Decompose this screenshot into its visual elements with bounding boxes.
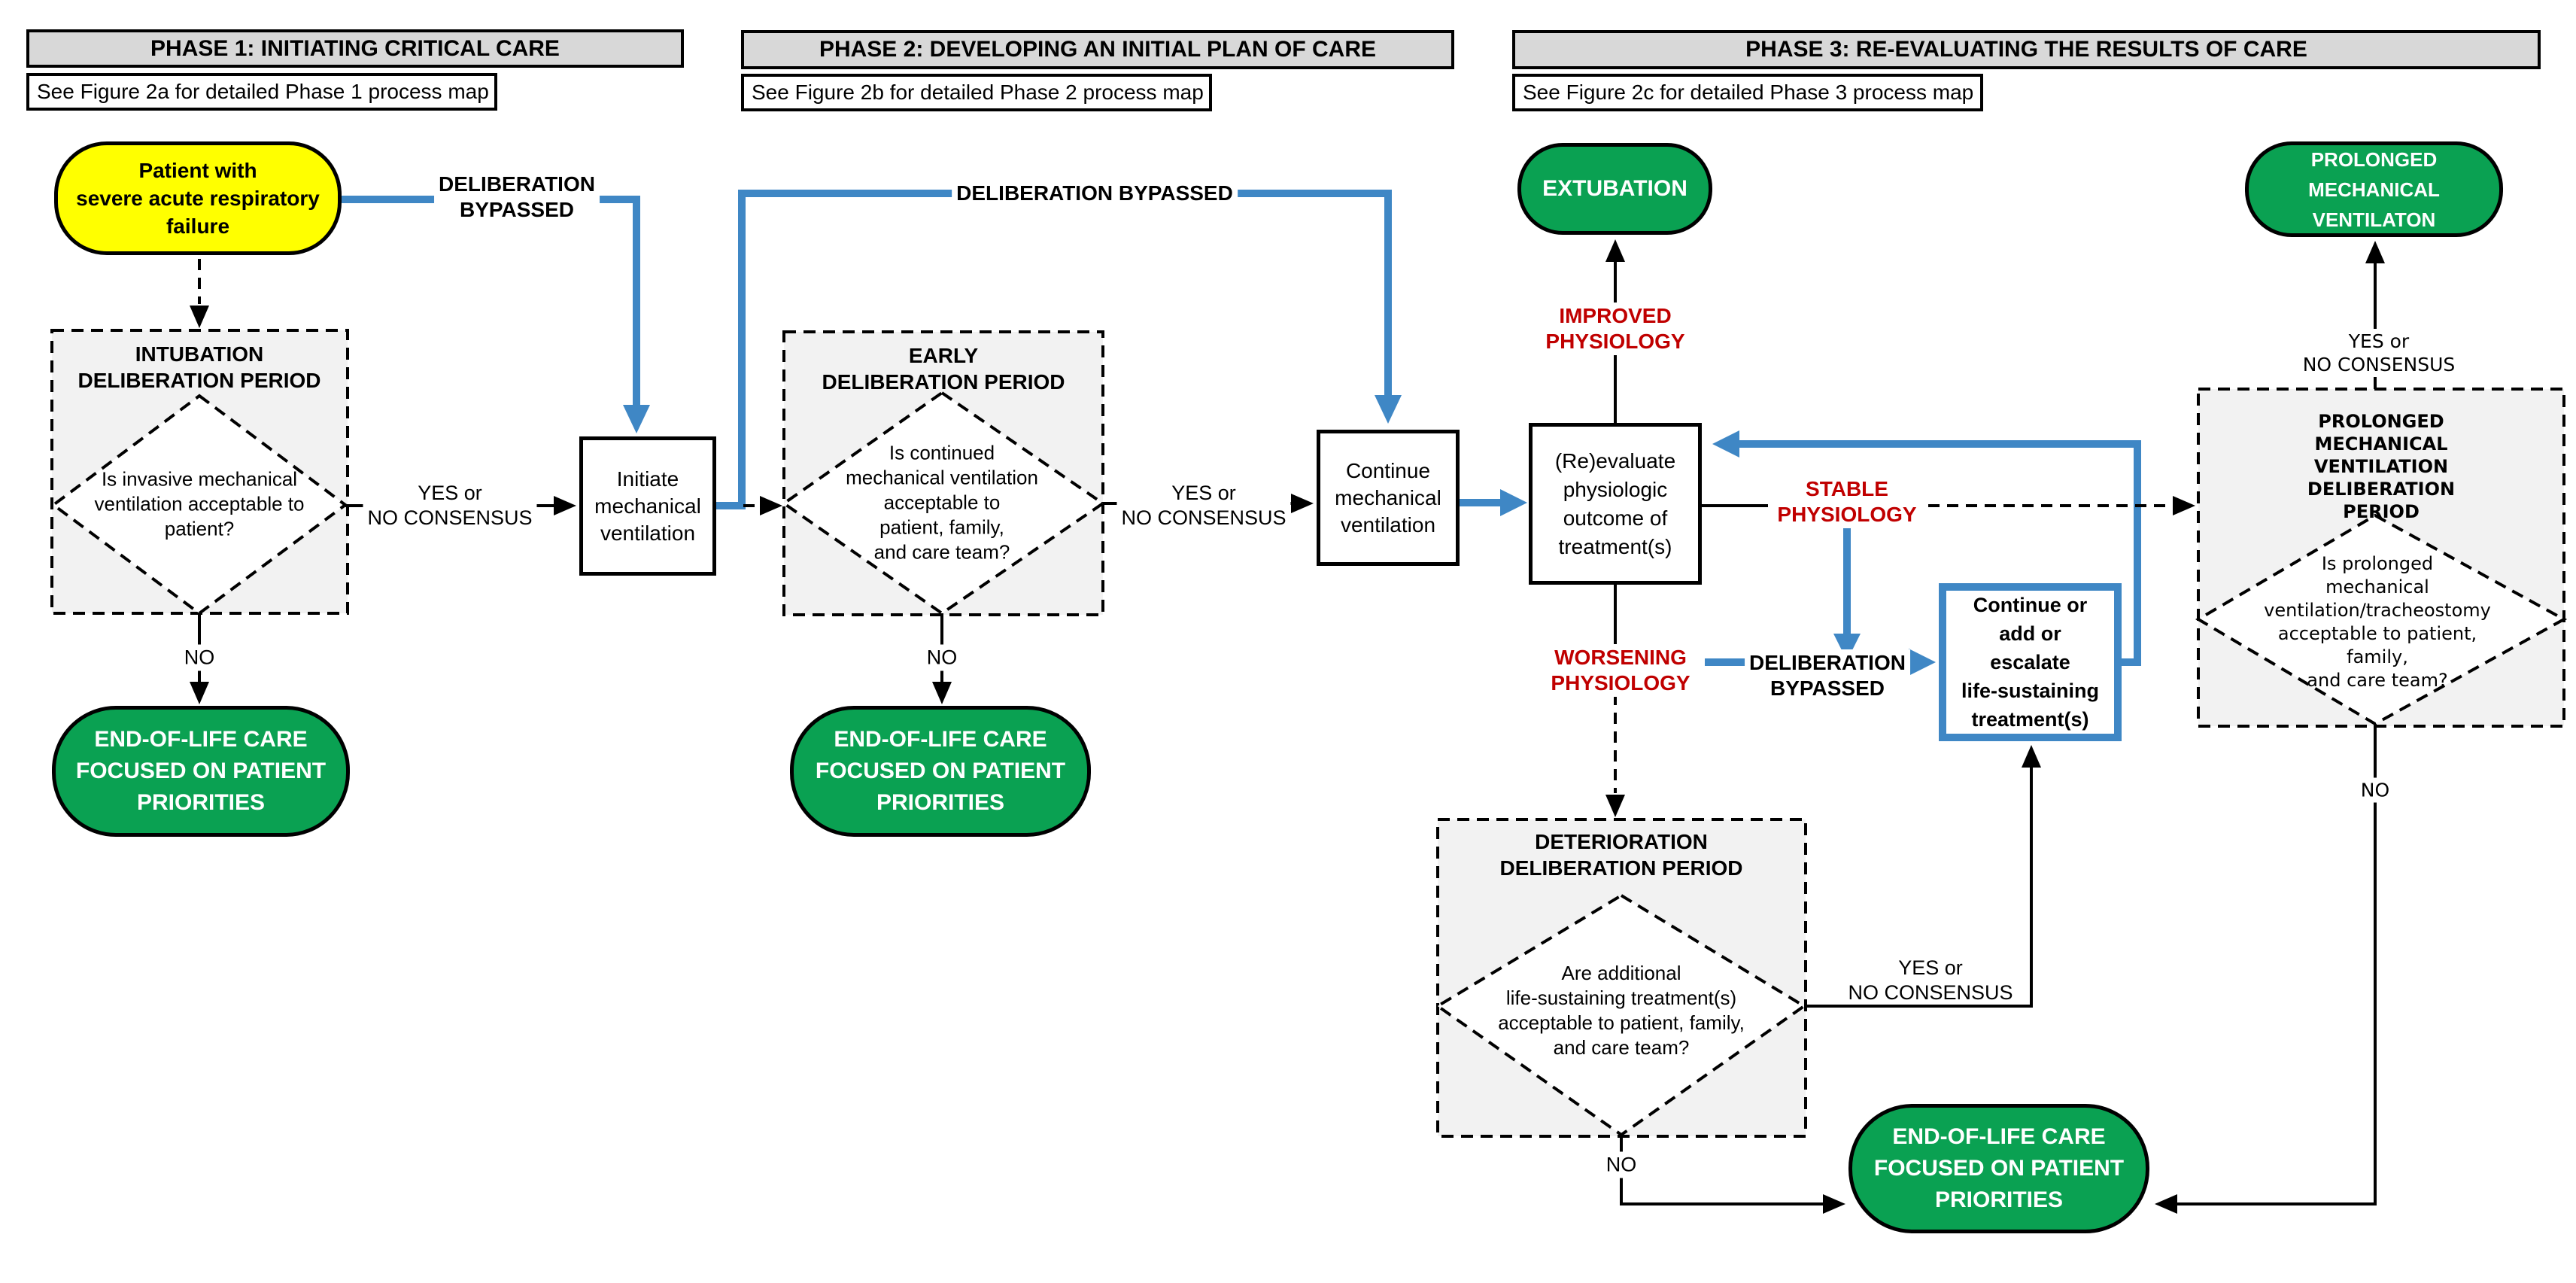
phase3-header: PHASE 3: RE-EVALUATING THE RESULTS OF CARE [1512, 30, 2541, 69]
deliberation-bypassed-label-p1: DELIBERATION BYPASSED [434, 171, 600, 223]
phase1-note: See Figure 2a for detailed Phase 1 process map [26, 73, 497, 111]
prolonged-question: Is prolonged mechanical ventilation/tracheostomy acceptable to patient, family, and care team? [2264, 553, 2491, 691]
improved-physiology-label: IMPROVED PHYSIOLOGY [1541, 303, 1689, 355]
yes-no-consensus-label-deterioration: YES or NO CONSENSUS [1848, 956, 2013, 1004]
worsening-physiology-label: WORSENING PHYSIOLOGY [1546, 644, 1694, 697]
deterioration-panel-title: DETERIORATION DELIBERATION PERIOD [1499, 830, 1743, 880]
prolonged-panel-title: PROLONGED MECHANICAL VENTILATION DELIBERATION PERIOD [2307, 411, 2456, 522]
deterioration-question: Are additional life-sustaining treatment(s) acceptable to patient, family, and care team? [1498, 962, 1745, 1059]
end-of-life-terminator-p1: END-OF-LIFE CARE FOCUSED ON PATIENT PRIORITIES [52, 706, 350, 837]
intubation-question: Is invasive mechanical ventilation acceptable to patient? [94, 467, 305, 540]
no-label-deterioration: NO [1602, 1152, 1642, 1178]
phase2-note: See Figure 2b for detailed Phase 2 process map [741, 74, 1212, 111]
yes-no-consensus-label-prolonged: YES or NO CONSENSUS [2298, 329, 2460, 377]
blue-connectors [342, 193, 2137, 676]
phase3-note: See Figure 2c for detailed Phase 3 process map [1512, 74, 1983, 111]
extubation-terminator: EXTUBATION [1517, 143, 1712, 235]
end-of-life-terminator-p2: END-OF-LIFE CARE FOCUSED ON PATIENT PRIORITIES [790, 706, 1091, 837]
patient-start-terminator: Patient with severe acute respiratory failure [54, 141, 342, 255]
phase1-header: PHASE 1: INITIATING CRITICAL CARE [26, 29, 684, 68]
deliberation-bypassed-label-p3: DELIBERATION BYPASSED [1745, 649, 1910, 702]
early-question: Is continued mechanical ventilation acceptable to patient, family, and care team? [846, 441, 1038, 564]
continue-escalate-box: Continue or add or escalate life-sustaining treatment(s) [1939, 583, 2122, 741]
yes-no-consensus-label-p2: YES or NO CONSENSUS [1116, 480, 1290, 531]
black-dashed-connectors [190, 259, 2195, 817]
no-label-p1: NO [180, 645, 220, 671]
phase2-header: PHASE 2: DEVELOPING AN INITIAL PLAN OF CARE [741, 30, 1454, 69]
stable-physiology-label: STABLE PHYSIOLOGY [1773, 476, 1921, 528]
deliberation-bypassed-label-p2: DELIBERATION BYPASSED [952, 180, 1238, 207]
end-of-life-terminator-p3: END-OF-LIFE CARE FOCUSED ON PATIENT PRIORITIES [1848, 1104, 2149, 1233]
intubation-panel-title: INTUBATION DELIBERATION PERIOD [77, 342, 321, 392]
continue-ventilation-box: Continue mechanical ventilation [1317, 430, 1460, 566]
early-panel-title: EARLY DELIBERATION PERIOD [822, 344, 1065, 394]
yes-no-consensus-label-p1: YES or NO CONSENSUS [363, 480, 536, 531]
reevaluate-box: (Re)evaluate physiologic outcome of treatment(s) [1529, 423, 1702, 585]
no-label-prolonged: NO [2356, 778, 2394, 803]
initiate-ventilation-box: Initiate mechanical ventilation [579, 436, 716, 576]
prolonged-mv-terminator: PROLONGED MECHANICAL VENTILATON [2245, 141, 2503, 237]
no-label-p2: NO [922, 645, 962, 671]
